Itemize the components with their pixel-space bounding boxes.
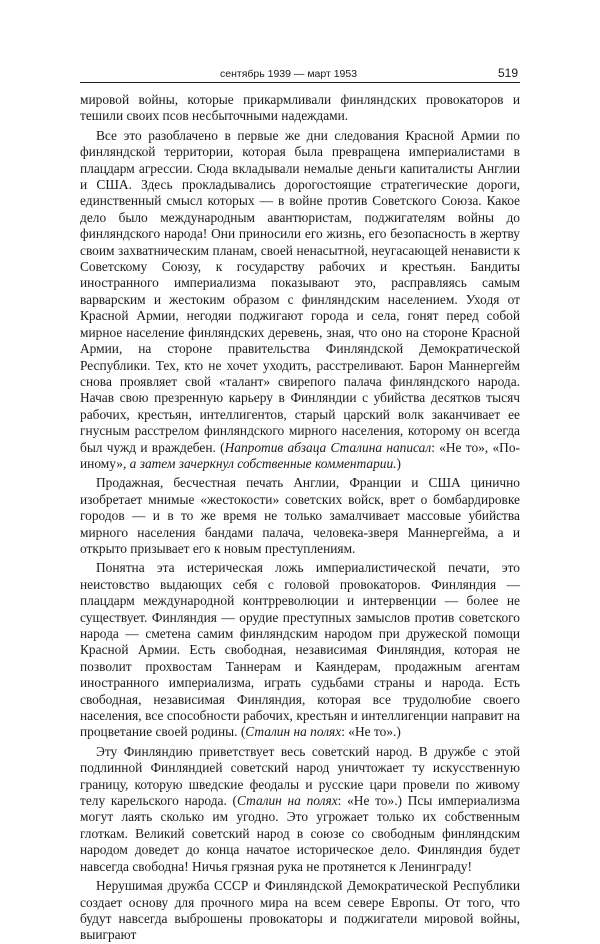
paragraph — [80, 560, 520, 740]
running-head — [80, 68, 520, 83]
text-run: Понятна эта истерическая ложь империалистической печати, это неистовство выдающих себя с головой провокаторов. Финляндия — плацдарм международной контрреволюции и интервенции — более не существует. Финляндия — орудие преступных замыслов против советского народа — сметена самим финляндским народом при дружеской помощи Красной Армии. Есть свободная, независимая Финляндия, которая не позволит прохвостам Таннерам и Каяндерам, продажным агентам иностранного империализма, играть судьбами страны и народа. Есть свободная, независимая Финляндия, которая все трудолюбие своего населения, все способности рабочих, крестьян и интеллигенции направит на процветание своей родины. ( — [80, 560, 520, 740]
text-run: : «Не то».) — [341, 724, 401, 740]
text-run: ) — [396, 455, 402, 471]
running-head-title: сентябрь 1939 — март 1953 — [220, 68, 358, 80]
text-run: Эту Финляндию приветствует весь советский народ. В дружбе с этой подлинной Финляндией советский народ уничтожает ту искусственную границу, которую шведские феодалы и русские цари провели по живому телу карельского народа. ( — [80, 743, 520, 809]
paragraph — [80, 878, 520, 944]
body-text — [80, 92, 520, 944]
editorial-note: Напротив абзаца Сталина написал — [224, 439, 432, 455]
paragraph — [80, 744, 520, 875]
page-number: 519 — [497, 66, 518, 80]
text-run: : «Не то», «По-иному», — [80, 439, 520, 471]
paragraph — [80, 92, 520, 125]
editorial-note: а затем зачеркнул собственные комментарии. — [129, 455, 397, 471]
text-run: мировой войны, которые прикармливали финляндских провокаторов и тешили своих псов несбыточными надеждами. — [80, 92, 520, 124]
editorial-note: Сталин на полях — [245, 724, 342, 740]
text-run: Все это разоблачено в первые же дни следования Красной Армии по финляндской территории, которая была превращена империалистами в плацдарм агрессии. Сюда вкладывали немалые деньги капиталисты Англии и США. Здесь прокладывались дорогостоящие стратегические дороги, единственный смысл которых — в войне против Советского Союза. Какое дело было международным авантюристам, поджигателям войны до финляндского народа! Они приносили его жизнь, его безопасность в жертву своим захватническим планам, своей ненасытной, неугасающей ненависти к Советскому Союзу, к государству рабочих и крестьян. Бандиты иностранного империализма показывают это, расправляясь самым варварским и жестоким образом с финляндским населением. Уходя от Красной Армии, негодяи поджигают города и села, гонят перед собой мирное население финляндских деревень, зная, что оно на стороне Красной Армии, на стороне правительства Финляндской Демократической Республики. Тех, кто не хочет уходить, расстреливают. Барон Маннергейм снова проявляет свой «талант» свирепого палача финляндского народа. Начав свою презренную карьеру в Финляндии с убийства десятков тысяч рабочих, крестьян, интеллигентов, старый царский волк заканчивает ее гнусным расстрелом финляндского мирного населения, которому он всегда был чужд и враждебен. ( — [80, 127, 520, 455]
text-run: Нерушимая дружба СССР и Финляндской Демократической Республики создает основу для прочного мира на всем севере Европы. От того, что будут навсегда выброшены провокаторы и поджигатели мировой войны, выиграют — [80, 878, 520, 943]
editorial-note: Сталин на полях — [237, 793, 338, 809]
text-run: : «Не то».) Псы империализма могут лаять сколько им угодно. Это угрожает только их собственным глоткам. Великий советский народ в союзе со свободным финляндским народом доведет до конца начатое историческое дело. Финляндия будет навсегда свободна! Ничья грязная рука не протянется к Ленинграду! — [80, 793, 520, 874]
text-run: Продажная, бесчестная печать Англии, Франции и США цинично изобретает мнимые «жестокости» советских войск, врет о бомбардировке городов — и в то же время не только замалчивает массовые убийства мирного населения бандами палача, человека-зверя Маннергейма, а и открыто призывает его к новым преступлениям. — [80, 475, 520, 556]
paragraph — [80, 475, 520, 557]
book-page — [80, 68, 520, 944]
paragraph — [80, 128, 520, 473]
